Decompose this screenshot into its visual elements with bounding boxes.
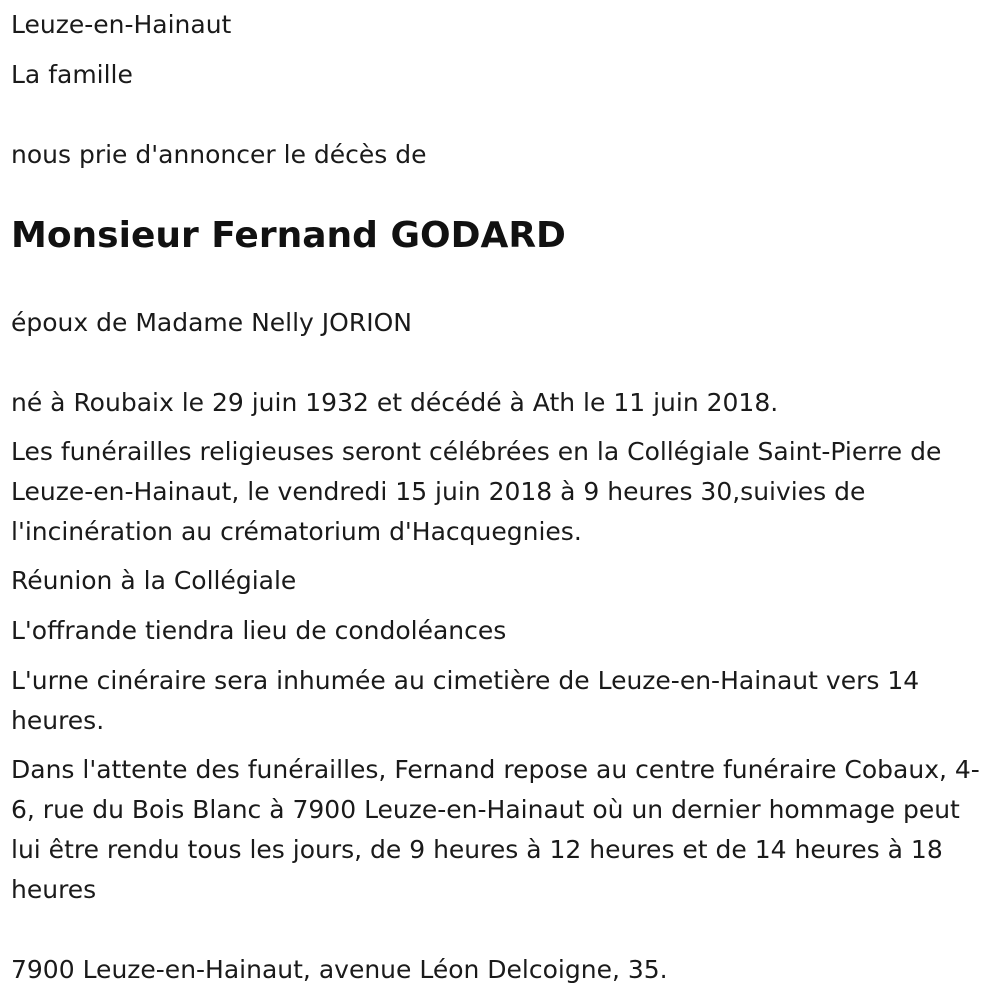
spouse-line: époux de Madame Nelly JORION [11,308,412,337]
address-line: 7900 Leuze-en-Hainaut, avenue Léon Delcoigne, 35. [11,955,668,984]
deceased-name: Monsieur Fernand GODARD [11,215,566,256]
meeting-line: Réunion à la Collégiale [11,566,297,595]
family-line: La famille [11,60,133,89]
viewing-paragraph: Dans l'attente des funérailles, Fernand repose au centre funéraire Cobaux, 4-6, rue du Bois Blanc à 7900 Leuze-en-Hainaut où un dernier hommage peut lui être rendu tous les jours, de 9 heures à 12 heures et de 14 heures à 18 heures [11,755,980,904]
offering-line: L'offrande tiendra lieu de condoléances [11,616,507,645]
urn-paragraph: L'urne cinéraire sera inhumée au cimetière de Leuze-en-Hainaut vers 14 heures. [11,666,920,735]
announce-line: nous prie d'annoncer le décès de [11,140,427,169]
city-line: Leuze-en-Hainaut [11,10,232,39]
birth-death-line: né à Roubaix le 29 juin 1932 et décédé à Ath le 11 juin 2018. [11,388,779,417]
funeral-paragraph: Les funérailles religieuses seront célébrées en la Collégiale Saint-Pierre de Leuze-en-Hainaut, le vendredi 15 juin 2018 à 9 heures 30,suivies de l'incinération au crématorium d'Hacquegnies. [11,437,942,546]
